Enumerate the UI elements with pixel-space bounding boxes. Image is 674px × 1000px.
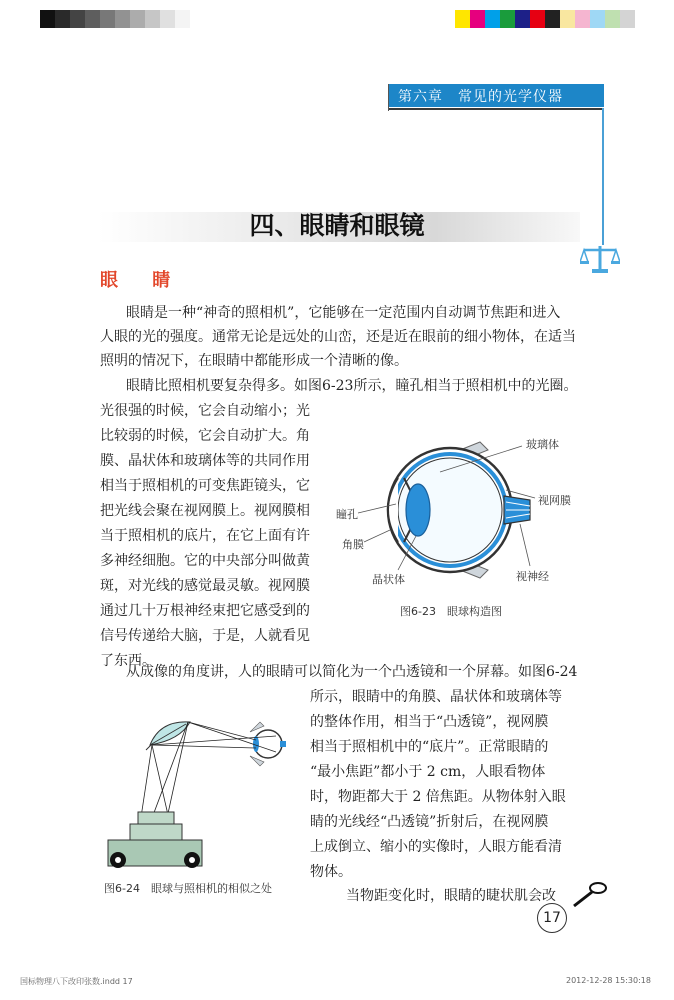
subsection-title: 眼 睛 bbox=[100, 270, 185, 291]
label-vitreous: 玻璃体 bbox=[526, 438, 559, 451]
paragraph-line: 相当于照相机中的“底片”。正常眼睛的 bbox=[310, 739, 549, 755]
paragraph-line: 眼睛比照相机要复杂得多。如图6-23所示，瞳孔相当于照相机中的光圈。 bbox=[126, 378, 578, 394]
eye-camera-diagram bbox=[100, 700, 300, 878]
paragraph-line: 信号传递给大脑，于是，人就看见 bbox=[100, 628, 310, 644]
paragraph-line: 睛的光线经“凸透镜”折射后，在视网膜 bbox=[310, 814, 549, 830]
paragraph-line: 从成像的角度讲，人的眼睛可以简化为一个凸透镜和一个屏幕。如图6-24 bbox=[126, 664, 578, 680]
magnifier-icon bbox=[570, 880, 610, 910]
figure-caption: 图6-23 眼球构造图 bbox=[400, 605, 502, 618]
page-number: 17 bbox=[537, 903, 567, 933]
label-retina: 视网膜 bbox=[538, 494, 571, 507]
label-optic-nerve: 视神经 bbox=[516, 570, 549, 583]
paragraph-line: 人眼的光的强度。通常无论是远处的山峦，还是近在眼前的细小物体，在适当 bbox=[100, 329, 576, 345]
paragraph-line: 通过几十万根神经束把它感受到的 bbox=[100, 603, 310, 619]
footer-timestamp: 2012-12-28 15:30:18 bbox=[566, 976, 651, 985]
paragraph-line: “最小焦距”都小于 2 cm，人眼看物体 bbox=[310, 764, 546, 780]
paragraph-line: 眼睛是一种“神奇的照相机”，它能够在一定范围内自动调节焦距和进入 bbox=[126, 305, 561, 321]
paragraph-line: 比较弱的时候，它会自动扩大。角 bbox=[100, 428, 310, 444]
paragraph-line: 多神经细胞。它的中央部分叫做黄 bbox=[100, 553, 310, 569]
paragraph-line: 膜、晶状体和玻璃体等的共同作用 bbox=[100, 453, 310, 469]
paragraph-line: 时，物距都大于 2 倍焦距。从物体射入眼 bbox=[310, 789, 566, 805]
figure-caption: 图6-24 眼球与照相机的相似之处 bbox=[104, 882, 272, 895]
footer-file: 国标物理八下改印张数.indd 17 bbox=[20, 977, 133, 986]
paragraph-line: 物体。 bbox=[310, 864, 352, 880]
paragraph-line: 斑，对光线的感觉最灵敏。视网膜 bbox=[100, 578, 310, 594]
header-underline bbox=[389, 108, 604, 110]
paragraph-line: 上成倒立、缩小的实像时，人眼方能看清 bbox=[310, 839, 562, 855]
paragraph-line: 相当于照相机的可变焦距镜头，它 bbox=[100, 478, 310, 494]
section-title: 四、眼睛和眼镜 bbox=[249, 211, 425, 240]
paragraph-line: 光很强的时候，它会自动缩小；光 bbox=[100, 403, 310, 419]
chapter-title: 第六章 常见的光学仪器 bbox=[398, 89, 563, 105]
paragraph-line: 照明的情况下，在眼睛中都能形成一个清晰的像。 bbox=[100, 353, 408, 369]
eyeball-diagram bbox=[330, 420, 600, 600]
paragraph-line: 当于照相机的底片，在它上面有许 bbox=[100, 528, 310, 544]
label-lens: 晶状体 bbox=[372, 573, 405, 586]
balance-scale-icon bbox=[580, 244, 620, 274]
paragraph-line: 的整体作用，相当于“凸透镜”，视网膜 bbox=[310, 714, 549, 730]
paragraph-line: 所示，眼睛中的角膜、晶状体和玻璃体等 bbox=[310, 689, 562, 705]
grayscale-bar bbox=[40, 10, 190, 28]
paragraph-line: 了东西。 bbox=[100, 653, 156, 669]
paragraph-line: 把光线会聚在视网膜上。视网膜相 bbox=[100, 503, 310, 519]
color-bar bbox=[455, 10, 635, 28]
label-pupil: 瞳孔 bbox=[336, 508, 358, 521]
label-cornea: 角膜 bbox=[342, 538, 364, 551]
paragraph-line: 当物距变化时，眼睛的睫状肌会改 bbox=[346, 888, 556, 904]
